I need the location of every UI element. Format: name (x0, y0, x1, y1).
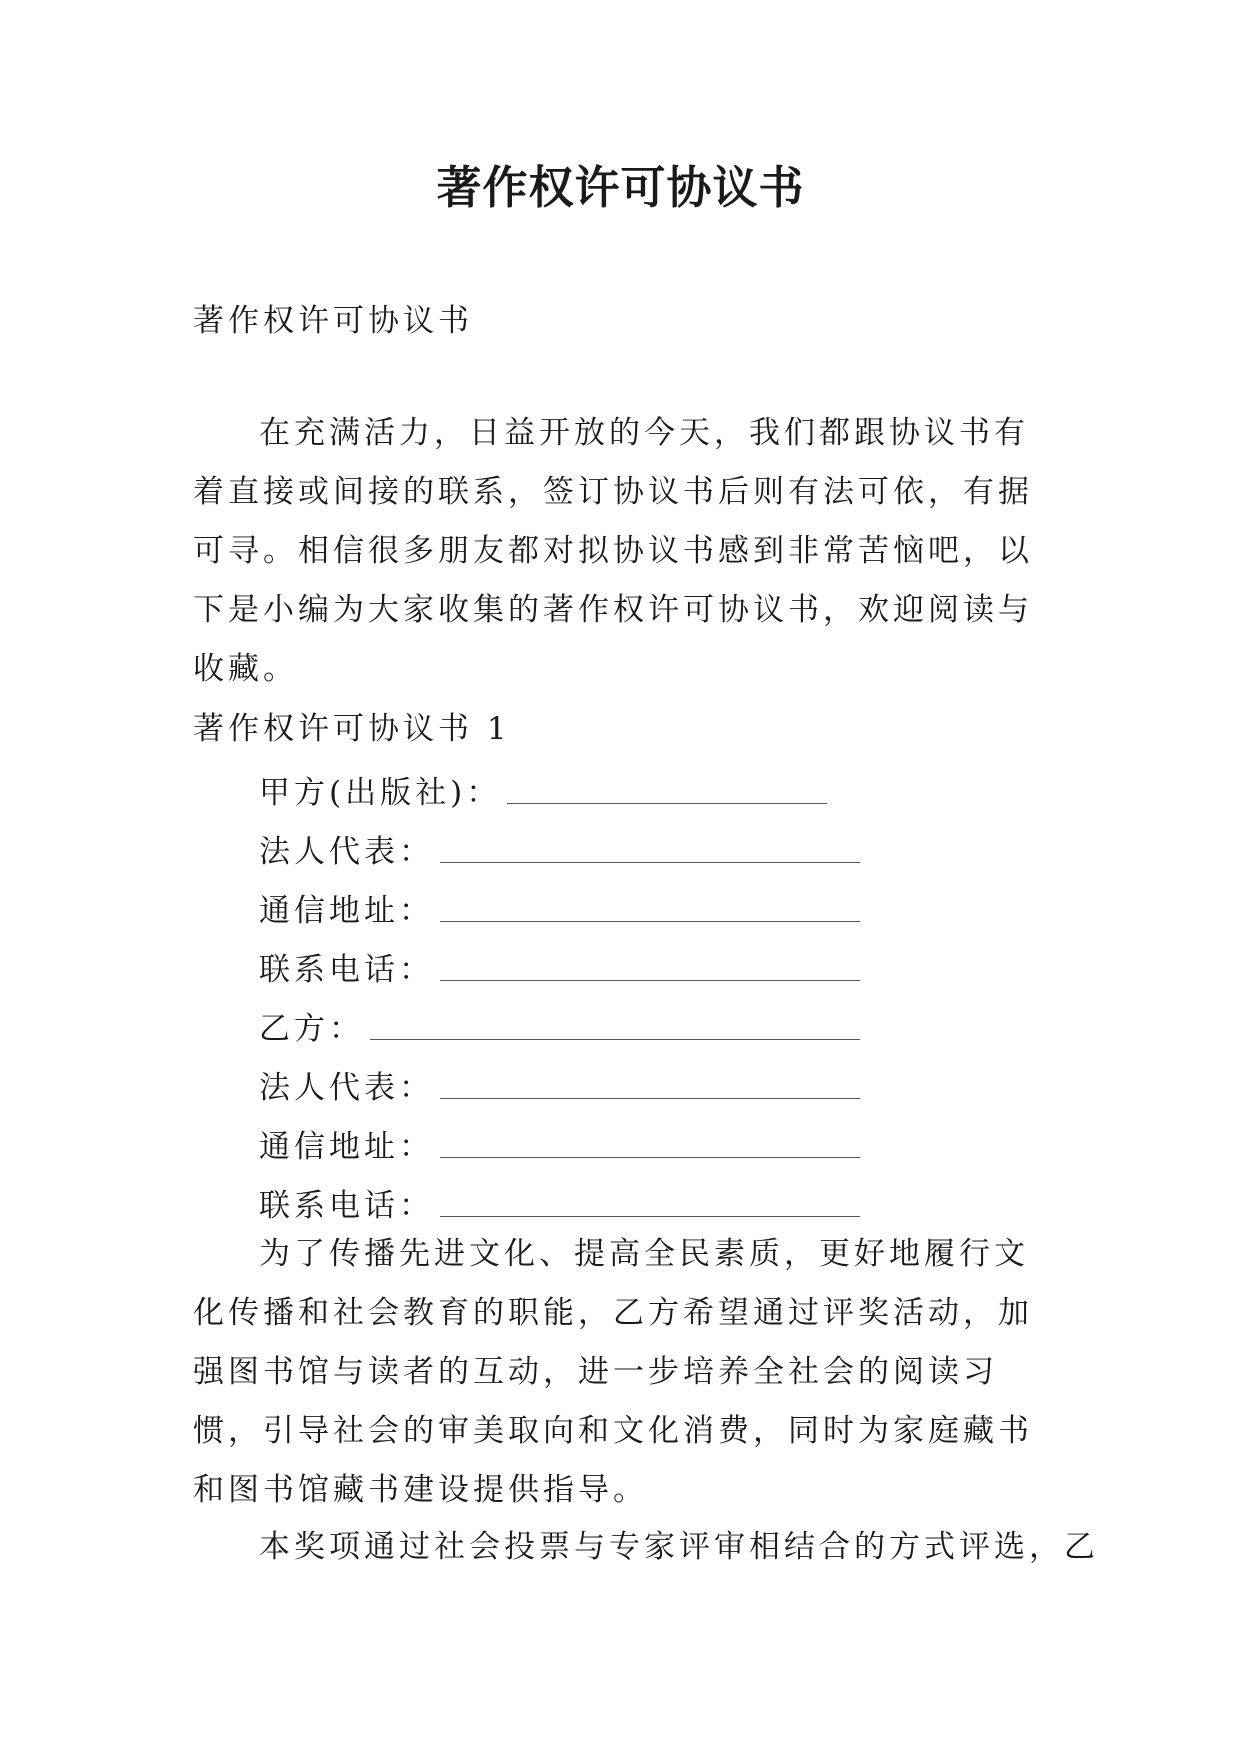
field-party-a-legal-rep (259, 819, 1059, 878)
field-label: 法人代表： (259, 1070, 434, 1106)
intro-paragraph: 在充满活力，日益开放的今天，我们都跟协议书有着直接或间接的联系，签订协议书后则有法可依，有据可寻。相信很多朋友都对拟协议书感到非常苦恼吧，以下是小编为大家收集的著作权许可协议书，欢迎阅读与收藏。 (193, 415, 1033, 687)
field-party-b-legal-rep (259, 1055, 1059, 1114)
field-party-b-address (259, 1114, 1059, 1173)
blank-line (440, 893, 860, 922)
body-paragraph-2: 本奖项通过社会投票与专家评审相结合的方式评选，乙 (259, 1529, 1099, 1565)
blank-line (507, 775, 827, 804)
field-party-a-phone (259, 937, 1059, 996)
document-title: 著作权许可协议书 (436, 161, 805, 214)
field-party-b (259, 996, 1059, 1055)
field-label: 甲方(出版社)： (259, 775, 502, 811)
field-party-a-address (259, 878, 1059, 937)
field-label: 法人代表： (259, 834, 434, 870)
field-party-b-phone (259, 1173, 1059, 1232)
field-label: 乙方： (259, 1011, 364, 1047)
blank-line (440, 1129, 860, 1158)
section-heading: 著作权许可协议书 1 (193, 711, 511, 747)
blank-line (440, 952, 860, 981)
party-info-fields (259, 760, 1059, 1232)
blank-line (440, 1070, 860, 1099)
field-label: 通信地址： (259, 1129, 434, 1165)
field-label: 联系电话： (259, 1188, 434, 1224)
field-party-a (259, 760, 1059, 819)
blank-line (440, 834, 860, 863)
body-paragraph-1: 为了传播先进文化、提高全民素质，更好地履行文化传播和社会教育的职能，乙方希望通过评奖活动，加强图书馆与读者的互动，进一步培养全社会的阅读习惯，引导社会的审美取向和文化消费，同时为家庭藏书和图书馆藏书建设提供指导。 (193, 1236, 1033, 1508)
field-label: 联系电话： (259, 952, 434, 988)
blank-line (370, 1011, 860, 1040)
field-label: 通信地址： (259, 893, 434, 929)
document-subtitle: 著作权许可协议书 (193, 303, 473, 339)
blank-line (440, 1188, 860, 1217)
